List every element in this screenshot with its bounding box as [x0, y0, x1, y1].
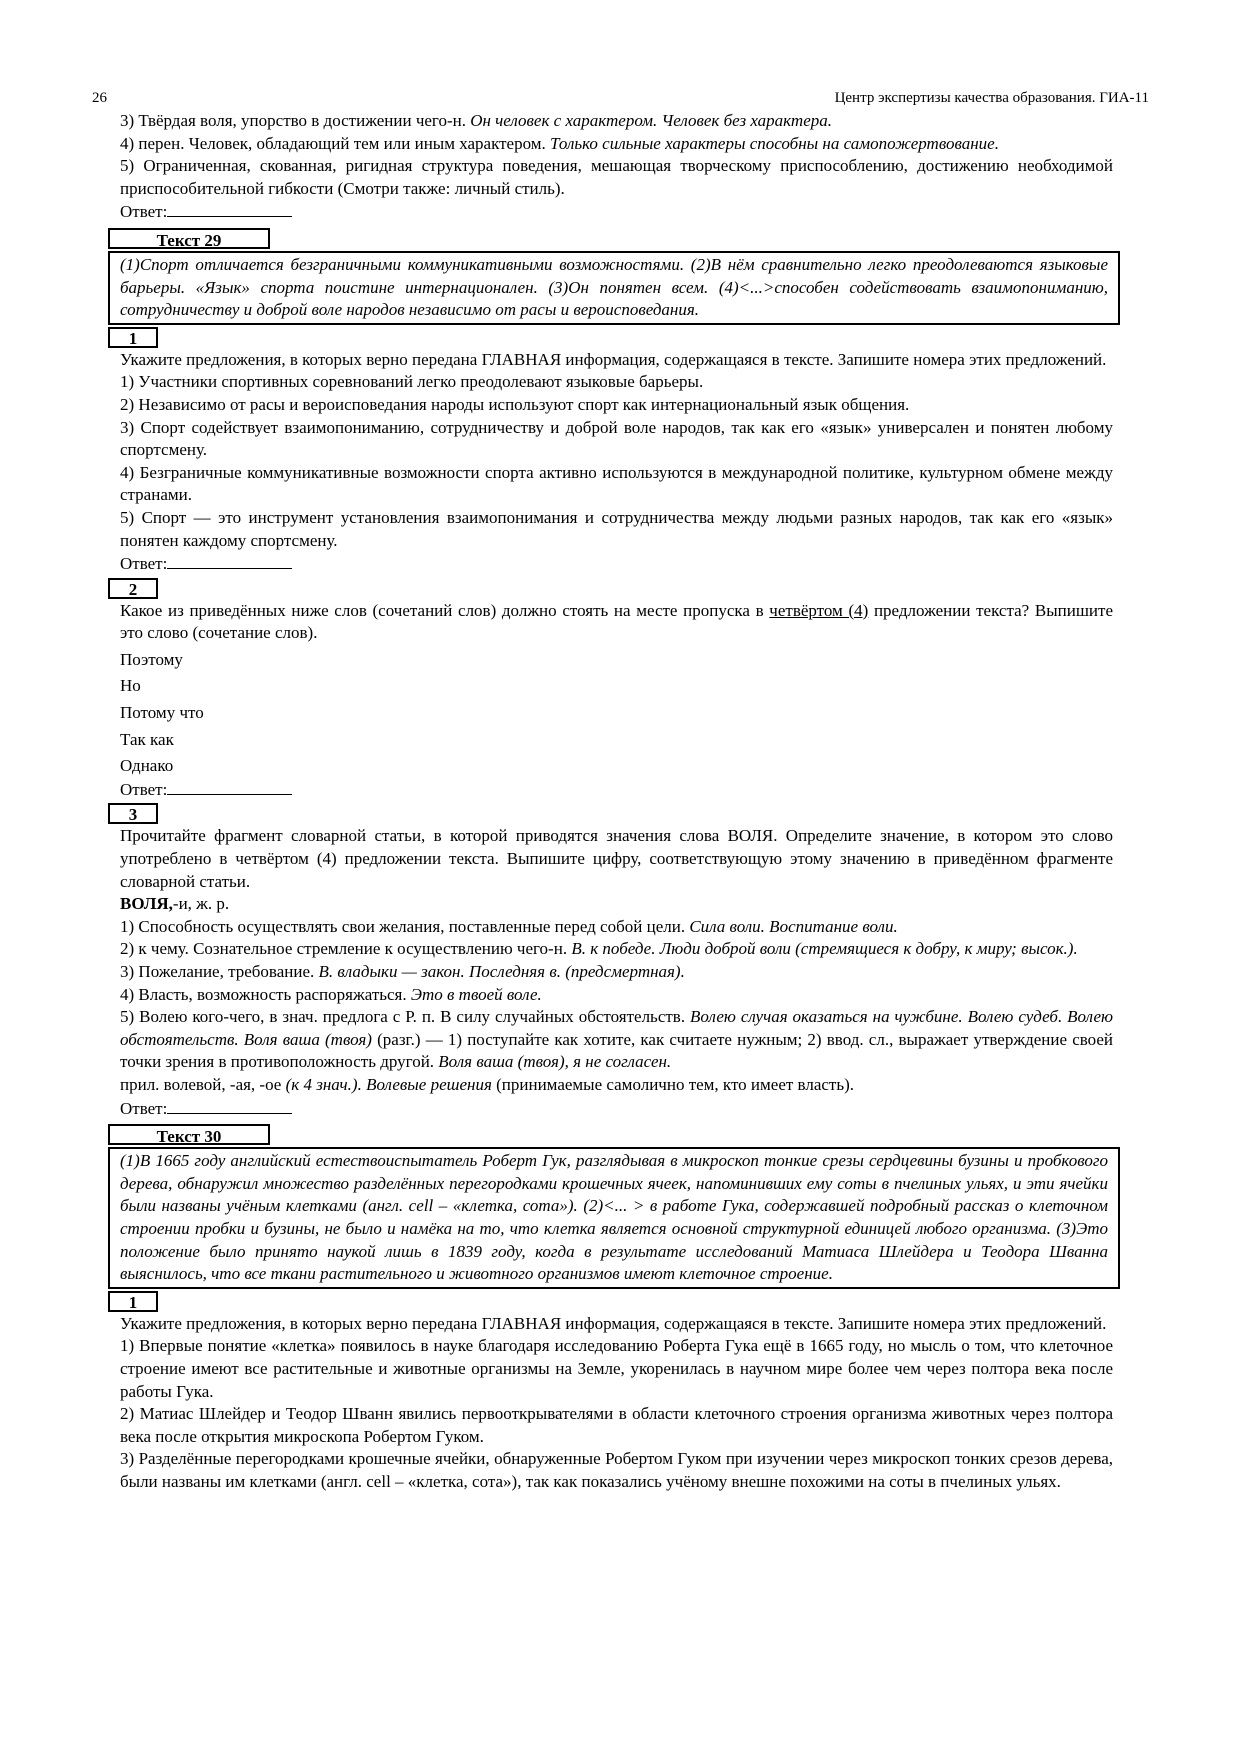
dict-adjective: прил. волевой, -ая, -ое (к 4 знач.). Волевые решения (принимаемые самолично тем, кто имеет власть). — [120, 1074, 855, 1094]
dict-item-4: 4) перен. Человек, обладающий тем или иным характером. Только сильные характеры способны на самопожертвование. — [120, 133, 999, 153]
task-prompt: Прочитайте фрагмент словарной статьи, в которой приводятся значения слова ВОЛЯ. Определите значение, в котором это слово употреблено в четвёртом (4) предложении текста. Выпишите цифру, соответствующую этому значению в приведённом фрагменте словарной статьи. — [120, 826, 1113, 891]
option-item: 3) Разделённые перегородками крошечные ячейки, обнаруженные Робертом Гуком при изучении через микроскоп тонких срезов дерева, были названы им клетками (англ. cell – «клетка, сота»), так как показались учёному внешне похожими на соты в пчелиных ульях. — [120, 1449, 1113, 1491]
page-content — [120, 110, 1113, 1493]
word-option: Так как — [120, 729, 174, 749]
text-30-body: (1)В 1665 году английский естествоиспытатель Роберт Гук, разглядывая в микроскоп тонкие срезы сердцевины бузины и пробкового дерева, обнаружил множество разделённых перегородками крошечных ячеек, напоминивших ему соты в пчелиных ульях, и эти ячейки были названы учёным клетками (англ. cell – «клетка, сота»). (2)<... > в работе Гука, содержавшей подробный рассказ о клеточном строении пробки и бузины, не было и намёка на то, что клетка является основной структурной единицей любого организма. (3)Это положение было принято наукой лишь в 1839 году, когда в результате исследований Матиаса Шлейдера и Теодора Шванна выяснилось, что все ткани растительного и животного организмов имеют клеточное строение. — [108, 1147, 1120, 1289]
answer-blank[interactable] — [167, 552, 292, 569]
task-number-box: 1 — [108, 327, 158, 348]
answer-blank[interactable] — [167, 778, 292, 795]
dict-item-5: 5) Ограниченная, скованная, ригидная структура поведения, мешающая творческому приспособлению, достижению необходимой приспособительной гибкости (Смотри также: личный стиль). — [120, 156, 1113, 198]
answer-line: Ответ: — [120, 1097, 1113, 1121]
text-29-title: Текст 29 — [108, 228, 270, 249]
dict-meaning-5: 5) Волею кого-чего, в знач. предлога с Р. п. В силу случайных обстоятельств. Волею случая оказаться на чужбине. Волею судеб. Волею обстоятельств. Воля ваша (твоя) (разг.) — 1) поступайте как хотите, как считаете нужным; 2) ввод. сл., выражает утверждение своей точки зрения в противоположность другой. Воля ваша (твоя), я не согласен. — [120, 1007, 1114, 1072]
text-29-body: (1)Спорт отличается безграничными коммуникативными возможностями. (2)В нём сравнительно легко преодолеваются языковые барьеры. «Язык» спорта поистине интернационален. (3)Он понятен всем. (4)<...>способен содействовать взаимопониманию, сотрудничеству и доброй воле народов независимо от расы и вероисповедания. — [108, 251, 1120, 325]
running-header: Центр экспертизы качества образования. ГИА-11 — [834, 90, 1149, 106]
task-prompt: Какое из приведённых ниже слов (сочетаний слов) должно стоять на месте пропуска в четвёртом (4) предложении текста? Выпишите это слово (сочетание слов). — [120, 600, 1113, 643]
dict-meaning-2: 2) к чему. Сознательное стремление к осуществлению чего-н. В. к победе. Люди доброй воли (стремящиеся к добру, к миру; высок.). — [120, 939, 1078, 959]
dict-meaning-3: 3) Пожелание, требование. В. владыки — закон. Последняя в. (предсмертная). — [120, 962, 685, 981]
answer-line: Ответ: — [120, 200, 1113, 224]
dict-meaning-1: 1) Способность осуществлять свои желания, поставленные перед собой цели. Сила воли. Воспитание воли. — [120, 916, 898, 936]
answer-line: Ответ: — [120, 552, 1113, 576]
page-number: 26 — [92, 90, 107, 106]
option-item: 4) Безграничные коммуникативные возможности спорта активно используются в международной политике, культурном обмене между странами. — [120, 462, 1113, 505]
option-item: 1) Впервые понятие «клетка» появилось в науке благодаря исследованию Роберта Гука ещё в 1665 году, но мысль о том, что клеточное строение имеют все растительные и животные организмы на Земле, укоренилась в научном мире более чем через полтора века после работы Гука. — [120, 1336, 1113, 1401]
word-option: Потому что — [120, 703, 204, 723]
option-item: 1) Участники спортивных соревнований легко преодолевают языковые барьеры. — [120, 372, 704, 392]
task-number-box: 3 — [108, 803, 158, 824]
word-option: Поэтому — [120, 649, 183, 669]
answer-blank[interactable] — [167, 200, 292, 217]
task-prompt: Укажите предложения, в которых верно передана ГЛАВНАЯ информация, содержащаяся в тексте. Запишите номера этих предложений. — [120, 1313, 1107, 1333]
word-option: Но — [120, 676, 141, 696]
option-item: 5) Спорт — это инструмент установления взаимопонимания и сотрудничества между людьми разных народов, так как его «язык» понятен каждому спортсмену. — [120, 507, 1113, 550]
dict-item-3: 3) Твёрдая воля, упорство в достижении чего-н. Он человек с характером. Человек без характера. — [120, 111, 832, 130]
text-30-title: Текст 30 — [108, 1124, 270, 1145]
option-item: 2) Независимо от расы и вероисповедания народы используют спорт как интернациональный язык общения. — [120, 394, 910, 414]
answer-line: Ответ: — [120, 778, 1113, 802]
dict-headword: ВОЛЯ,-и, ж. р. — [120, 894, 230, 914]
option-item: 3) Спорт содействует взаимопониманию, сотрудничеству и доброй воле народов, так как его «язык» универсален и понятен любому спортсмену. — [120, 417, 1113, 460]
option-item: 2) Матиас Шлейдер и Теодор Шванн явились первооткрывателями в области клеточного строения организма животных через полтора века после открытия микроскопа Робертом Гуком. — [120, 1404, 1113, 1446]
dict-meaning-4: 4) Власть, возможность распоряжаться. Это в твоей воле. — [120, 984, 542, 1004]
word-option: Однако — [120, 756, 174, 776]
task-number-box: 1 — [108, 1291, 158, 1312]
task-number-box: 2 — [108, 578, 158, 599]
answer-blank[interactable] — [167, 1097, 292, 1114]
task-prompt: Укажите предложения, в которых верно передана ГЛАВНАЯ информация, содержащаяся в тексте. Запишите номера этих предложений. — [120, 349, 1107, 369]
